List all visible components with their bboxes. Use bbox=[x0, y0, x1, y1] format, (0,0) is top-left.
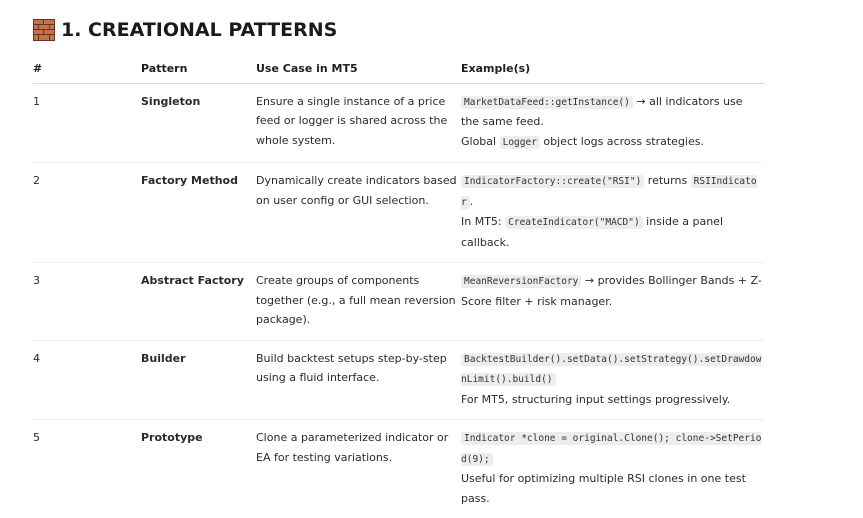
row-num: 1 bbox=[33, 83, 141, 163]
example-code: MeanReversionFactory bbox=[461, 275, 581, 288]
row-num: 4 bbox=[33, 340, 141, 420]
example-text: → all indicators use the same feed. bbox=[461, 95, 743, 129]
header-pattern: Pattern bbox=[141, 56, 256, 83]
row-examples bbox=[461, 263, 764, 341]
row-examples bbox=[461, 340, 764, 420]
example-text: returns bbox=[644, 174, 690, 187]
example-line bbox=[461, 271, 764, 311]
row-pattern: Abstract Factory bbox=[141, 263, 256, 341]
row-examples bbox=[461, 83, 764, 163]
header-examples: Example(s) bbox=[461, 56, 764, 83]
example-line bbox=[461, 428, 764, 469]
example-text: In MT5: bbox=[461, 215, 505, 228]
row-use-case: Create groups of components together (e.g., a full mean reversion package). bbox=[256, 263, 461, 341]
row-use-case: Clone a parameterized indicator or EA for testing variations. bbox=[256, 420, 461, 518]
row-num: 5 bbox=[33, 420, 141, 518]
row-pattern: Prototype bbox=[141, 420, 256, 518]
header-num: # bbox=[33, 56, 141, 83]
example-code: Logger bbox=[500, 136, 540, 149]
example-text: For MT5, structuring input settings progressively. bbox=[461, 390, 764, 410]
example-code: IndicatorFactory::create("RSI") bbox=[461, 175, 644, 188]
row-use-case: Dynamically create indicators based on user config or GUI selection. bbox=[256, 163, 461, 263]
header-use-case: Use Case in MT5 bbox=[256, 56, 461, 83]
example-text: . bbox=[470, 195, 474, 208]
table-row bbox=[33, 420, 764, 518]
brick-icon bbox=[33, 19, 55, 41]
section-title: 1. CREATIONAL PATTERNS bbox=[61, 19, 337, 41]
table-header-row bbox=[33, 56, 764, 83]
row-use-case: Build backtest setups step-by-step using a fluid interface. bbox=[256, 340, 461, 420]
example-code: RSIIndicator bbox=[461, 175, 757, 209]
patterns-table bbox=[33, 56, 764, 518]
example-text: object logs across strategies. bbox=[540, 135, 704, 148]
row-num: 2 bbox=[33, 163, 141, 263]
example-line bbox=[461, 171, 764, 212]
example-text: Global bbox=[461, 135, 500, 148]
table-row bbox=[33, 163, 764, 263]
table-row bbox=[33, 83, 764, 163]
example-line bbox=[461, 212, 764, 252]
example-text: → provides Bollinger Bands + Z-Score filter + risk manager. bbox=[461, 274, 762, 308]
example-text: Useful for optimizing multiple RSI clones in one test pass. bbox=[461, 469, 764, 508]
example-code: MarketDataFeed::getInstance() bbox=[461, 96, 633, 109]
example-line bbox=[461, 132, 764, 153]
table-row bbox=[33, 340, 764, 420]
example-code: Indicator *clone = original.Clone(); clone->SetPeriod(9); bbox=[461, 432, 761, 466]
example-code: BacktestBuilder().setData().setStrategy().setDrawdownLimit().build() bbox=[461, 353, 761, 387]
example-code: CreateIndicator("MACD") bbox=[505, 216, 643, 229]
row-examples bbox=[461, 163, 764, 263]
table-row bbox=[33, 263, 764, 341]
section-heading bbox=[33, 16, 337, 44]
row-pattern: Singleton bbox=[141, 83, 256, 163]
row-use-case: Ensure a single instance of a price feed or logger is shared across the whole system. bbox=[256, 83, 461, 163]
example-line bbox=[461, 92, 764, 132]
row-pattern: Factory Method bbox=[141, 163, 256, 263]
example-line bbox=[461, 349, 764, 390]
example-text: inside a panel callback. bbox=[461, 215, 723, 249]
row-examples bbox=[461, 420, 764, 518]
row-pattern: Builder bbox=[141, 340, 256, 420]
row-num: 3 bbox=[33, 263, 141, 341]
